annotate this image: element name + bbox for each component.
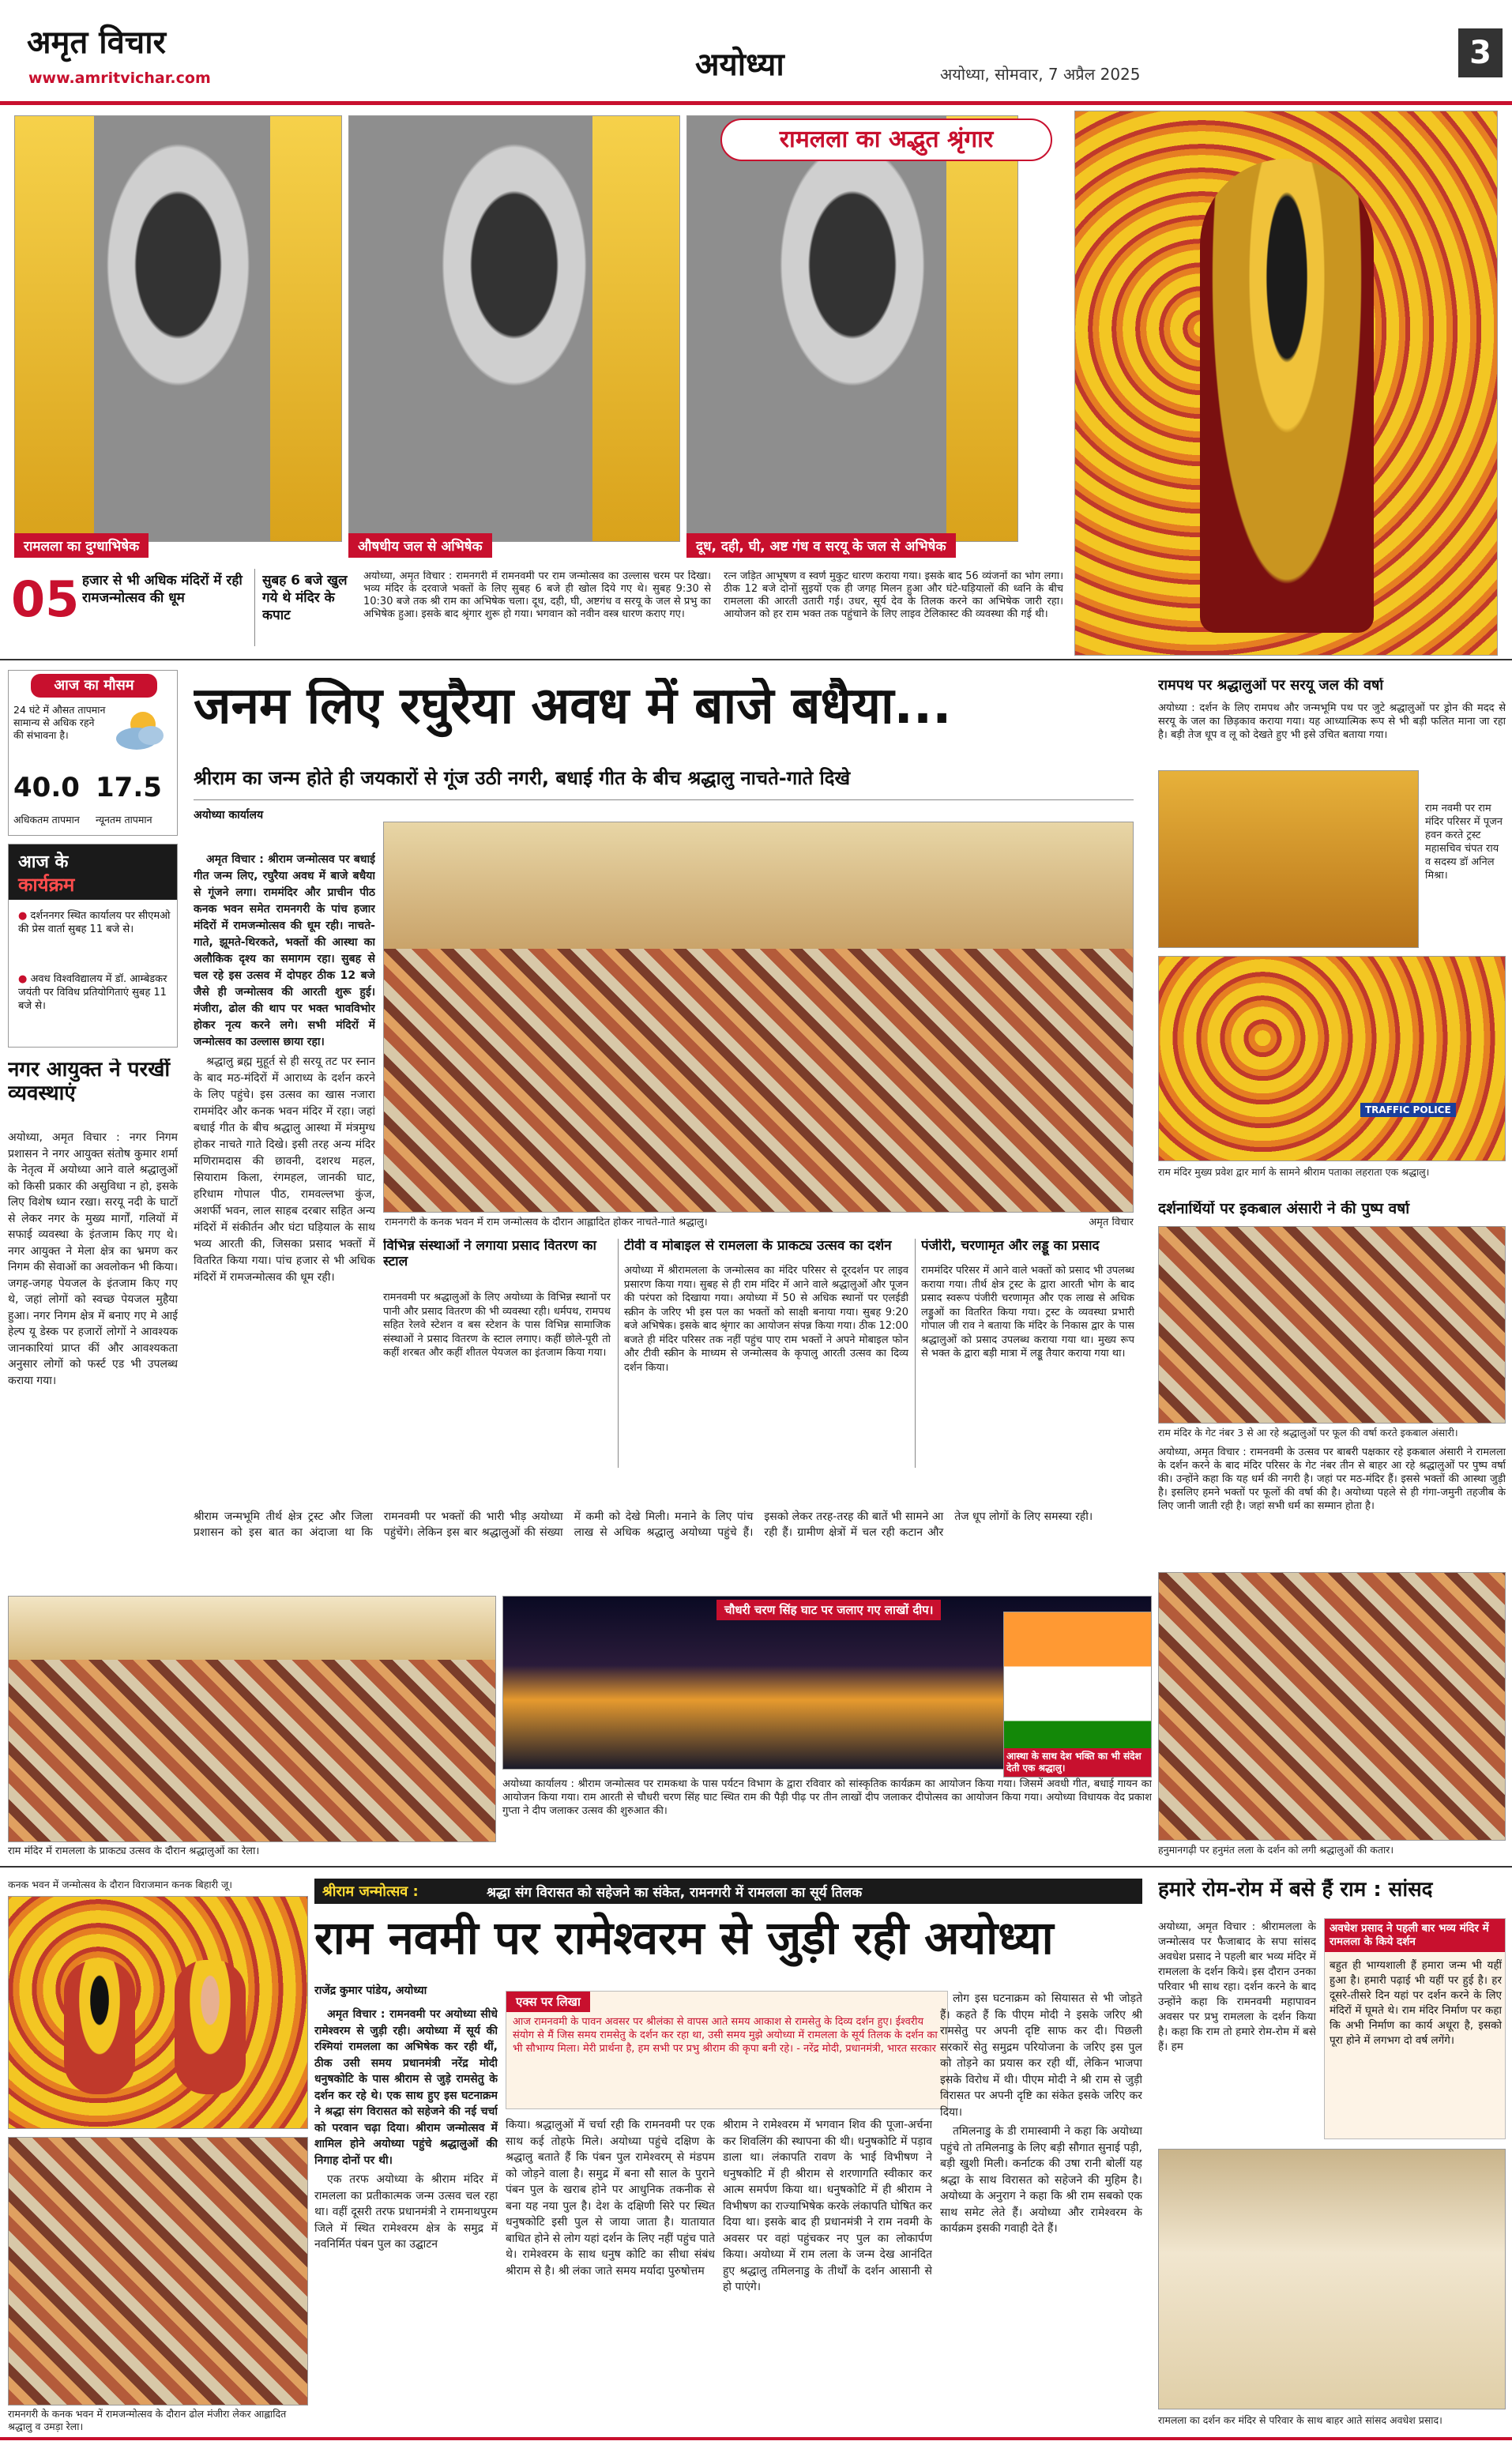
program-title-2: कार्यक्रम (18, 874, 75, 896)
kicker-text: श्रद्धा संग विरासत को सहेजने का संकेत, रामनगरी में रामलला का सूर्य तिलक (487, 1885, 863, 1901)
sub-body-tv: अयोध्या में श्रीरामलला के जन्मोत्सव का मंदिर परिसर से दूरदर्शन पर लाइव प्रसारण किया गया। सुबह से ही राम मंदिर में आने वाले श्रद्धालुओं और पूजन की परंपरा को दिखाया गया। अयोध्या में 50 से अधिक स्थानों पर एलईडी स्क्रीन के जरिए भी इस पल का भक्तों को साक्षी बनाया गया। सुबह 9:20 बजे अभिषेक। इसके बाद श्रृंगार का आयोजन संपन्न किया गया। ठीक 12:00 बजते ही मंदिर परिसर तक नहीं पहुंच पाए राम भक्तों ने अपने मोबाइल फोन और टीवी स्क्रीन के माध्यम से जन्मोत्सव के कृपालु आरती उत्सव का दिव्य दर्शन किया। (624, 1265, 908, 1374)
commissioner-headline: नगर आयुक्त ने परखीं व्यवस्थाएं (8, 1059, 171, 1105)
top-report-col1: अयोध्या, अमृत विचार : रामनगरी में रामनवमी पर राम जन्मोत्सव का उल्लास चरम पर दिखा। भव्य मंदिर के दरवाजे भक्तों के लिए सुबह 6 बजे ही खोल दिये गए थे। सुबह 9:30 से 10:30 बजे तक श्री राम का अभिषेक चला। दूध, दही, घी, अष्टगंध व सरयू के जल से प्रभु का अभिषेक हुआ। इसके बाद श्रृंगार शुरू हो गया। भगवान को नवीन वस्त्र धारण कराए गए। (363, 570, 711, 620)
x-post-body: आज रामनवमी के पावन अवसर पर श्रीलंका से वापस आते समय आकाश से रामसेतु के दिव्य दर्शन हुए। ईश्वरीय संयोग से मैं जिस समय रामसेतु के दर्शन कर रहा था, उसी समय मुझे अयोध्या में रामलला के सूर्य तिलक के दर्शन का भी सौभाग्य मिला। मेरी प्रार्थना है, हम सभी पर प्रभु श्रीराम की कृपा बनी रहे। - नरेंद्र मोदी, प्रधानमंत्री, भारत सरकार (513, 2016, 938, 2055)
photo-kanak-bhavan-dhol (8, 2137, 308, 2406)
program-item: ● अवध विश्वविद्यालय में डॉ. आम्बेडकर जयंती पर विविध प्रतियोगिताएं सुबह 11 बजे से। (18, 973, 167, 1012)
today-program-box (8, 844, 178, 1048)
ram-mandir-crowd-caption: राम मंदिर में रामलला के प्राकट्य उत्सव के दौरान श्रद्धालुओं का रेला। (8, 1845, 260, 1857)
sub-body-stall: रामनवमी पर श्रद्धालुओं के लिए अयोध्या के विभिन्न स्थानों पर पानी और प्रसाद वितरण की भी व्यवस्था रही। धर्मपथ, रामपथ सहित रेलवे स्टेशन व बस स्टेशन के पास विभिन्न सामाजिक संस्थाओं ने प्रसाद वितरण के स्टाल लगाए। कहीं छोले-पूरी तो कहीं शरबत और कहीं शीतल पेयजल का इंतजाम किया गया। (383, 1292, 611, 1359)
sub-headline-stall: विभिन्न संस्थाओं ने लगाया प्रसाद वितरण का स्टाल (383, 1239, 596, 1270)
lead-col1c: श्रीराम जन्मभूमि तीर्थ क्षेत्र ट्रस्ट और जिला प्रशासन को इस बात का अंदाजा था कि रामनवमी पर भक्तों की भारी भीड़ अयोध्या पहुंचेंगे। लेकिन इस बार श्रद्धालुओं की संख्या में कमी को देखे मिली। मनाने के लिए पांच लाख से अधिक श्रद्धालु अयोध्या पहुंचे हैं। इसको लेकर तरह-तरह की बातें भी सामने आ रही हैं। ग्रामीण क्षेत्रों में चल रही कटान और तेज धूप लोगों के लिए समस्या रही। (194, 1510, 1093, 1539)
big-number-text: हजार से भी अधिक मंदिरों में रही रामजन्मोत्सव की धूम (82, 573, 243, 606)
lead-byline: अयोध्या कार्यालय (194, 809, 264, 822)
deepotsav-body: अयोध्या कार्यालय : श्रीराम जन्मोत्सव पर रामकथा के पास पर्यटन विभाग के द्वारा रविवार को सांस्कृतिक कार्यक्रम का आयोजन किया गया। जिसमें अवधी गीत, बधाई गायन का आयोजन किया गया। राम आरती से चौधरी चरण सिंह घाट स्थित राम की पैड़ी पीढ़ पर तीन लाखों दीप जलाकर दीपोत्सव का आयोजन किया गया। अयोध्या विधायक वेद प्रकाश गुप्ता ने दीप जलाकर उत्सव की शुरुआत की। (502, 1778, 1152, 1817)
shringar-banner: रामलला का अद्भुत श्रृंगार (720, 118, 1052, 161)
iqbal-body: अयोध्या, अमृत विचार : रामनवमी के उत्सव पर बाबरी पक्षकार रहे इकबाल अंसारी ने रामलला के दर्शन करने के बाद मंदिर परिसर के गेट नंबर तीन से बाहर आ रहे श्रद्धालुओं पर पुष्प वर्षा की। उन्होंने कहा कि यह धर्म की नगरी है। जहां पर मठ-मंदिर हैं। इससे भक्तों की आस्था जुड़ी है। इसलिए हमने भक्तों पर फूलों की वर्षा की है। अयोध्या पहले से ही गंगा-जमुनी तहजीब के लिए जानी जाती रही है। जहां सभी धर्म का सम्मान होता है। (1158, 1446, 1506, 1512)
photo-flag-devotee (1003, 1612, 1152, 1777)
photo-ram-mandir-crowd (8, 1596, 496, 1842)
iqbal-caption: राम मंदिर के गेट नंबर 3 से आ रहे श्रद्धालुओं पर फूल की वर्षा करते इकबाल अंसारी। (1158, 1427, 1458, 1439)
flag-caption: आस्था के साथ देश भक्ति का भी संदेश देती एक श्रद्धालु। (1004, 1748, 1152, 1777)
kicker-bar (314, 1879, 1142, 1904)
rameshwaram-col1b-para: एक तरफ अयोध्या के श्रीराम मंदिर में रामलला का प्रतीकात्मक जन्म उत्सव चल रहा था। वहीं दूसरी तरफ प्रधानमंत्री ने रामनाथपुरम जिले में स्थित रामेश्वरम क्षेत्र के समुद्र में नवनिर्मित पंबन पुल का उद्घाटन (314, 2173, 498, 2251)
photo-ramlala-shringar (1074, 111, 1498, 656)
kanak-dhol-caption: रामनगरी के कनक भवन में रामजन्मोत्सव के दौरान ढोल मंजीरा लेकर आह्लादित श्रद्धालु व उमड़ा रेला। (8, 2408, 287, 2432)
bottom-rule (0, 2437, 1512, 2440)
sub-body-prasad: राममंदिर परिसर में आने वाले भक्तों को प्रसाद भी उपलब्ध कराया गया। तीर्थ क्षेत्र ट्रस्ट के द्वारा आरती भोग के बाद प्रसाद स्वरूप पंजीरी चरणामृत और एक लाख से अधिक लड्डुओं का वितरित किया गया। ट्रस्ट के व्यवस्था प्रभारी गोपाल जी राव ने बताया कि मंदिर के निकास द्वार के पास श्रद्धालुओं को प्रसाद उपलब्ध कराया गया था। मुख्य रूप से भक्त के द्वारा बड़ी मात्रा में लड्डू तैयार कराया गया था। (921, 1265, 1134, 1360)
section-rule (0, 1866, 1512, 1868)
saryu-body: अयोध्या : दर्शन के लिए रामपथ और जन्मभूमि पथ पर जुटे श्रद्धालुओं पर ड्रोन की मदद से सरयू के जल का छिड़काव कराया गया। यह आध्यात्मिक रूप से भी बड़ी फलित माना जा रहा है। बड़ी तेज धूप व लू को देखते हुए भी इसे उचित बताया गया। (1158, 702, 1506, 741)
photo-herbal-abhishek (348, 115, 680, 542)
lead-col1-para: अमृत विचार : श्रीराम जन्मोत्सव पर बधाई गीत जन्म लिए, रघुरैया अवध में बाजे बधैया से गूंजने लगा। राममंदिर और प्राचीन पीठ कनक भवन समेत रामनगरी के पांच हजार मंदिरों में रामजन्मोत्सव की धूम रही। नाचते-गाते, झूमते-थिरकते, भक्तों की आस्था का अलौकिक दृश्य का समागम रहा। सुबह से चल रहे इस उत्सव में दोपहर ठीक 12 बजे जैसे ही जन्मोत्सव की आरती शुरू हुई। मंजीरा, ढोल की थाप पर भक्त भावविभोर होकर नृत्य करने लगे। सभी मंदिरों में जन्मोत्सव का उल्लास छाया रहा। (194, 853, 375, 1048)
gate-caption: राम मंदिर मुख्य प्रवेश द्वार मार्ग के सामने श्रीराम पताका लहराता एक श्रद्धालु। (1158, 1166, 1430, 1178)
photo-temple-gate (1158, 956, 1506, 1161)
photo-iqbal-flowers (1158, 1226, 1506, 1424)
photo-kanak-bihari (8, 1896, 308, 2129)
rameshwaram-col1-para: अमृत विचार : रामनवमी पर अयोध्या सीधे रामेश्वरम से जुड़ी रही। अयोध्या में सूर्य की रश्मियां रामलला का अभिषेक कर रही थीं, ठीक उसी समय प्रधानमंत्री नरेंद्र मोदी धनुषकोटि के पास श्रीराम से जुड़े रामसेतु के दर्शन कर रहे थे। एक साथ हुए इस घटनाक्रम ने श्रद्धा संग विरासत को सहेजने की नई चर्चा को परवान चढ़ा दिया। श्रीराम जन्मोत्सव में शामिल होने अयोध्या पहुंचे श्रद्धालुओं की निगाह दोनों पर थी। (314, 2008, 498, 2167)
sub-headline-tv: टीवी व मोबाइल से रामलला के प्राकट्य उत्सव का दर्शन (624, 1239, 892, 1254)
masthead-rule (0, 101, 1512, 105)
rameshwaram-byline: राजेंद्र कुमार पांडेय, अयोध्या (314, 1984, 427, 1997)
saryu-headline: रामपथ पर श्रद्धालुओं पर सरयू जल की वर्षा (1158, 678, 1384, 694)
hanuman-caption: हनुमानगढ़ी पर हनुमंत लला के दर्शन को लगी श्रद्धालुओं की कतार। (1158, 1844, 1394, 1856)
puja-caption: राम नवमी पर राम मंदिर परिसर में पूजन हवन करते ट्रस्ट महासचिव चंपत राय व सदस्य डॉ अनिल मिश्रा। (1425, 803, 1503, 882)
rameshwaram-col3: श्रीराम ने रामेश्वरम में भगवान शिव की पूजा-अर्चना कर शिवलिंग की स्थापना की थी। धनुषकोटि में पड़ाव डाला था। लंकापति रावण के भाई विभीषण ने धनुषकोटि में ही श्रीराम से शरणागति स्वीकार कर आत्म समर्पण किया था। धनुषकोटि में ही श्रीराम ने विभीषण का राज्याभिषेक करके लंकापति घोषित कर दिया था। इसके बाद ही प्रधानमंत्री ने राम नवमी के अवसर पर वहां पहुंचकर नए पुल का लोकार्पण किया। अयोध्या में राम लला के जन्म देख आनंदित हुए श्रद्धालु तमिलनाडु के तीर्थों के दर्शन आसानी से हो पाएंगे। (723, 2119, 932, 2293)
rameshwaram-col4-para: लोग इस घटनाक्रम को सियासत से भी जोड़ते हैं। कहते हैं कि पीएम मोदी ने इसके जरिए श्री रामसेतु पर अपनी दृष्टि साफ कर दी। पिछली सरकारें सेतु समुद्रम परियोजना के जरिए इस पुल को तोड़ने का प्रयास कर रही थीं, लेकिन भाजपा इसके विरोध में थी। पीएम मोदी ने श्री राम से जुड़ी विरासत पर अपनी दृष्टि का संकेत इसके जरिए कर दिया। (940, 1992, 1142, 2119)
rameshwaram-col4b-para: तमिलनाडु के डी रामास्वामी ने कहा कि अयोध्या पहुंचे तो तमिलनाडु के लिए बड़ी सौगात सुनाई पड़ी, बड़ी खुशी मिली। कर्नाटक की उषा रानी बोलीं यह श्रद्धा के साथ विरासत को सहेजने की मुहिम है। अयोध्या के अनुराग ने कहा कि श्री राम सबको एक साथ समेट लेते हैं। अयोध्या और रामेश्वरम के कार्यक्रम इसकी गवाही देते हैं। (940, 2125, 1142, 2235)
traffic-police-sign: TRAFFIC POLICE (1360, 1103, 1456, 1117)
mp-body: अयोध्या, अमृत विचार : श्रीरामलला के जन्मोत्सव पर फैजाबाद के सपा सांसद अवधेश प्रसाद ने पहली बार भव्य मंदिर में रामलला के दर्शन किये। इस दौरान उनका परिवार भी साथ रहा। दर्शन करने के बाद उन्होंने कहा कि रामनवमी महापावन अवसर पर प्रभु रामलला के दर्शन किया है। कहा कि राम तो हमारे रोम-रोम में बसे हैं। हम (1158, 1920, 1316, 2053)
min-label: न्यूनतम तापमान (96, 814, 152, 826)
lead-photo-caption: रामनगरी के कनक भवन में राम जन्मोत्सव के दौरान आह्लादित होकर नाचते-गाते श्रद्धालु। (385, 1217, 708, 1228)
photo-kanak-bhavan-dance (383, 822, 1134, 1213)
big-number: 05 (11, 570, 79, 628)
lead-col1b-para: श्रद्धालु ब्रह्म मुहूर्त से ही सरयू तट पर स्नान के बाद मठ-मंदिरों में आराध्य के दर्शन करने के लिए पहुंचे। इस उत्सव का खास नजारा राममंदिर और कनक भवन मंदिर में रहा। जहां बधाई गीत के बीच श्रद्धालु आस्था में मंत्रमुग्ध होकर नाचते गाते दिखे। इसी तरह अन्य मंदिर मणिरामदास की छावनी, दशरथ महल, सियाराम किला, रंगमहल, जानकी घाट, हरिधाम गोपाल पीठ, रामवल्लभा कुंज, अशर्फी भवन, लाल साहब दरबार सहित अन्य मंदिरों में संकीर्तन और घंटा घड़ियाल के साथ भव्य आरती की, जिसका प्रसाद भक्तों में वितरित किया गया। पांच हजार से भी अधिक मंदिरों में रामजन्मोत्सव की धूम रही। (194, 1055, 375, 1284)
max-label: अधिकतम तापमान (13, 814, 80, 826)
page-number: 3 (1458, 28, 1503, 77)
masthead (0, 0, 1512, 107)
photo-havan-puja (1158, 770, 1419, 948)
mp-box (1324, 1918, 1506, 2139)
rameshwaram-col1 (314, 2007, 498, 2433)
min-temp: 17.5 (96, 772, 162, 803)
photo-panchamrit-abhishek (686, 115, 1018, 542)
city-title: अयोध्या (695, 47, 784, 83)
deepotsav-label: चौधरी चरण सिंह घाट पर जलाए गए लाखों दीप। (717, 1600, 941, 1620)
x-post-box (506, 1991, 948, 2109)
weather-title: आज का मौसम (31, 674, 157, 698)
divider (254, 569, 255, 646)
sun-cloud-icon (113, 707, 168, 754)
program-item: ● दर्शननगर स्थित कार्यालय पर सीएमओ की प्रेस वार्ता सुबह 11 बजे से। (18, 910, 171, 935)
lead-subhead: श्रीराम का जन्म होते ही जयकारों से गूंज उठी नगरी, बधाई गीत के बीच श्रद्धालु नाचते-गाते दिखे (194, 767, 851, 789)
caption-panchamrit: दूध, दही, घी, अष्ट गंध व सरयू के जल से अभिषेक (686, 533, 956, 558)
website: www.amritvichar.com (28, 70, 211, 87)
photo-milk-abhishek (14, 115, 342, 542)
max-temp: 40.0 (13, 772, 80, 803)
top-report-col2: रत्न जड़ित आभूषण व स्वर्ण मुकुट धारण कराया गया। इसके बाद 56 व्यंजनों का भोग लगा। ठीक 12 बजे दोनों सुइयों एक ही जगह मिलन हुआ और घंटे-घड़ियालों की ध्वनि के बीच रामलला की आरती उतारी गई। उधर, सूर्य देव के तिलक करने का अभिषेक जारी रहा। आयोजन को हर राम भक्त तक पहुंचाने के लिए लाइव टेलिकास्ट की व्यवस्था की गई थी। (724, 570, 1063, 620)
weather-box (8, 670, 178, 836)
caption-herbal: औषधीय जल से अभिषेक (348, 533, 492, 558)
commissioner-body: अयोध्या, अमृत विचार : नगर निगम प्रशासन ने नगर आयुक्त संतोष कुमार शर्मा के नेतृत्व में अयोध्या आने वाले श्रद्धालुओं को किसी प्रकार की असुविधा न हो, इसके लिए विशेष ध्यान रखा। सरयू नदी के घाटों से लेकर नगर के मुख्य मार्गों, गलियों में सफाई व्यवस्था के इंतजाम किए गए थे। नगर आयुक्त ने मेला क्षेत्र का भ्रमण कर निगम की सेवाओं का अवलोकन भी किया। जगह-जगह पेयजल के इंतजाम किए गए थे, जहां लोगों को स्वच्छ पेयजल मुहैया हुआ। नगर निगम क्षेत्र में बनाए गए मे आई हेल्प यू डेस्क पर हजारों लोगों ने आवश्यक जानकारियां प्राप्त कीं और आवश्यकता अनुसार लोगों को फर्स्ट एड भी उपलब्ध कराया गया। (8, 1131, 178, 1387)
kanak-bihari-caption: कनक भवन में जन्मोत्सव के दौरान विराजमान कनक बिहारी जू। (8, 1879, 232, 1890)
lead-photo-credit: अमृत विचार (1089, 1217, 1134, 1228)
mp-photo-caption: रामलला का दर्शन कर मंदिर से परिवार के साथ बाहर आते सांसद अवधेश प्रसाद। (1158, 2414, 1442, 2426)
caption-milk: रामलला का दुग्धाभिषेक (14, 533, 149, 558)
program-title-1: आज के (18, 852, 69, 872)
rameshwaram-col4 (940, 1991, 1142, 2433)
mp-headline: हमारे रोम-रोम में बसे हैं राम : सांसद (1158, 1879, 1433, 1901)
rameshwaram-col2: किया। श्रद्धालुओं में चर्चा रही कि रामनवमी पर एक साथ कई तोहफे मिले। अयोध्या पहुंचे दक्षिण के श्रद्धालु बताते हैं कि पंबन पुल रामेश्वरम् से मंडपम को जोड़ने वाला है। समुद्र में बना सौ साल के पुराने पंबन पुल के खराब होने पर आधुनिक तकनीक से बना यह नया पुल है। देश के दक्षिणी सिरे पर स्थित धनुषकोटि इसी पुल से जाया जाता है। यातायात बाधित होने से लोग यहां दर्शन के लिए नहीं पहुंच पाते थे। रामेश्वरम के साथ धनुष कोटि का सीधा संबंध श्रीराम से है। श्री लंका जाते समय मर्यादा पुरुषोत्तम (506, 2119, 715, 2278)
rameshwaram-headline: राम नवमी पर रामेश्वरम से जुड़ी रही अयोध्या (314, 1912, 1054, 1965)
photo-mp-family (1158, 2149, 1506, 2409)
divider (915, 1239, 916, 1468)
divider (618, 1239, 619, 1468)
iqbal-headline: दर्शनार्थियों पर इकबाल अंसारी ने की पुष्प वर्षा (1158, 1201, 1410, 1217)
paper-name: अमृत विचार (27, 24, 166, 61)
kapat-text: सुबह 6 बजे खुल गये थे मंदिर के कपाट (262, 573, 348, 623)
dateline: अयोध्या, सोमवार, 7 अप्रैल 2025 (940, 65, 1141, 84)
photo-hanumangarhi-queue (1158, 1572, 1506, 1841)
kicker-label: श्रीराम जन्मोत्सव : (322, 1883, 419, 1900)
lead-headline: जनम लिए रघुरैया अवध में बाजे बधैया... (194, 678, 952, 735)
weather-note: 24 घंटे में औसत तापमान सामान्य से अधिक रहने की संभावना है। (13, 704, 106, 741)
x-post-title: एक्स पर लिखा (506, 1992, 590, 2012)
strip-rule (0, 659, 1512, 660)
lead-col1 (194, 852, 375, 1507)
mp-box-title: अवधेश प्रसाद ने पहली बार भव्य मंदिर में रामलला के किये दर्शन (1325, 1919, 1506, 1952)
lead-rule (194, 799, 1134, 800)
mp-box-body: बहुत ही भाग्यशाली हैं हमारा जन्म भी यहीं हुआ है। हमारी पढ़ाई भी यहीं पर हुई है। हर दूसरे-तीसरे दिन यहां पर दर्शन करने के लिए मंदिरों में घूमते थे। राम मंदिर निर्माण पर कहा कि अभी निर्माण का कार्य अधूरा है, इसको पूरा होने में लगभग दो वर्ष लगेंगे। (1330, 1959, 1502, 2047)
sub-headline-prasad: पंजीरी, चरणामृत और लड्डू का प्रसाद (921, 1239, 1100, 1254)
